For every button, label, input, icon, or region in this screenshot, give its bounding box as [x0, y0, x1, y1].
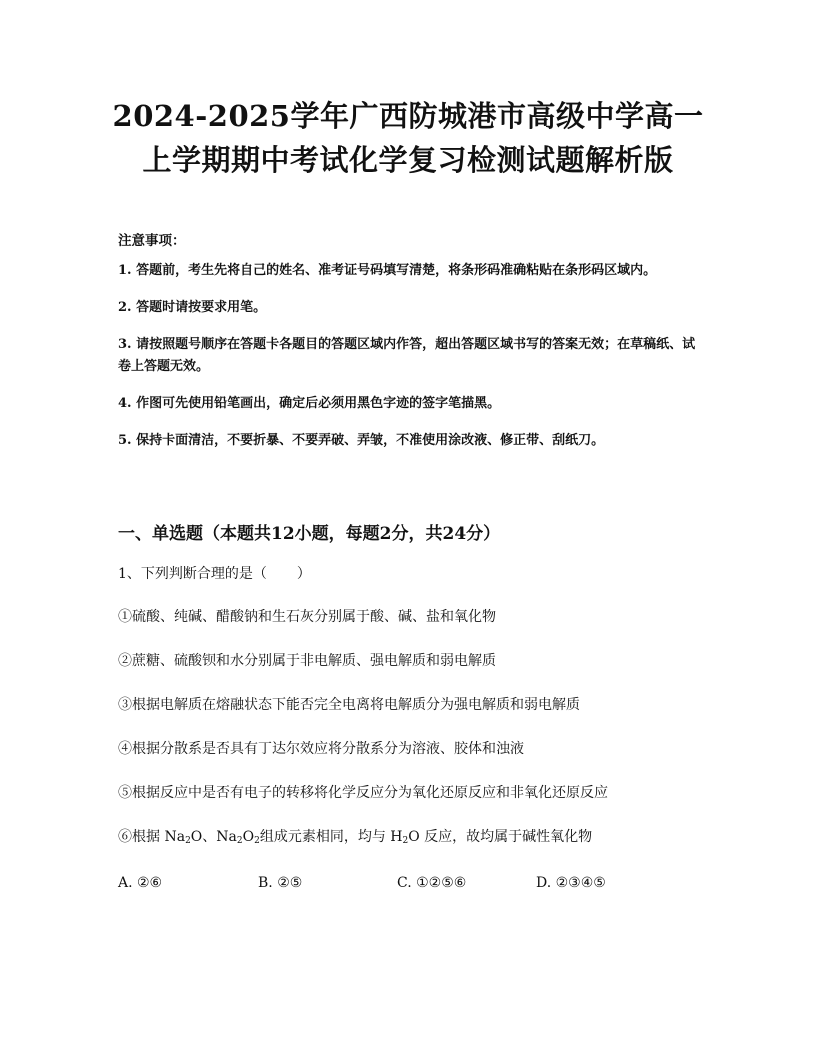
notice-item-2: 2. 答题时请按要求用笔。: [118, 300, 267, 315]
option-b[interactable]: B. ②⑤: [258, 875, 303, 891]
statement-5: ⑤根据反应中是否有电子的转移将化学反应分为氧化还原反应和非氧化还原反应: [118, 785, 608, 801]
formula-h2o-sub: 2: [402, 836, 409, 846]
formula-h2o-h: H: [390, 829, 403, 845]
statement-6-separator: 、: [202, 829, 217, 845]
formula-na2o2-sub-b: 2: [254, 836, 260, 846]
statement-6-suffix: 反应，故均属于碱性氧化物: [419, 829, 593, 845]
notice-item-4: 4. 作图可先使用铅笔画出，确定后必须用黑色字迹的签字笔描黑。: [118, 396, 501, 411]
formula-na2o-sub: 2: [185, 836, 191, 846]
option-d[interactable]: D. ②③④⑤: [536, 875, 606, 891]
statement-1: ①硫酸、纯碱、醋酸钠和生石灰分别属于酸、碱、盐和氧化物: [118, 609, 496, 625]
notice-item-3: 3. 请按照题号顺序在答题卡各题目的答题区域内作答，超出答题区域书写的答案无效；在草稿纸、试卷上答题无效。: [118, 337, 696, 374]
statement-3: ③根据电解质在熔融状态下能否完全电离将电解质分为强电解质和弱电解质: [118, 697, 580, 713]
notice-list: [118, 260, 698, 467]
option-c[interactable]: C. ①②⑤⑥: [397, 875, 467, 891]
notice-item-5: 5. 保持卡面清洁，不要折暴、不要弄破、弄皱，不准使用涂改液、修正带、刮纸刀。: [118, 433, 605, 448]
section-heading-single-choice: 一、单选题（本题共12小题，每题2分，共24分）: [118, 524, 501, 544]
formula-na2o-na: Na: [164, 829, 186, 845]
document-title-line-1: 2024-2025学年广西防城港市高级中学高一: [112, 99, 704, 133]
formula-na2o2-na: Na: [216, 829, 237, 845]
formula-na2o-o: O: [190, 829, 203, 845]
option-a[interactable]: A. ②⑥: [118, 875, 163, 891]
notice-heading: 注意事项：: [118, 233, 186, 249]
notice-item-1: 1. 答题前，考生先将自己的姓名、准考证号码填写清楚，将条形码准确粘贴在条形码区域内。: [118, 263, 657, 278]
question-1-stem-close: ）: [296, 566, 311, 582]
statement-2: ②蔗糖、硫酸钡和水分别属于非电解质、强电解质和弱电解质: [118, 653, 496, 669]
document-title-line-2: 上学期期中考试化学复习检测试题解析版: [142, 143, 674, 177]
statement-6: [118, 826, 718, 852]
formula-na2o2-o: O: [242, 829, 255, 845]
formula-na2o2-sub-a: 2: [236, 836, 243, 846]
statement-4: ④根据分散系是否具有丁达尔效应将分散系分为溶液、胶体和浊液: [118, 741, 524, 757]
statement-6-middle: 组成元素相同，均与: [259, 829, 391, 845]
question-1-stem: [118, 563, 718, 585]
question-1-stem-text: 1、下列判断合理的是（: [118, 566, 267, 582]
statement-6-prefix: ⑥根据: [118, 829, 165, 845]
formula-h2o-o: O: [408, 829, 420, 845]
